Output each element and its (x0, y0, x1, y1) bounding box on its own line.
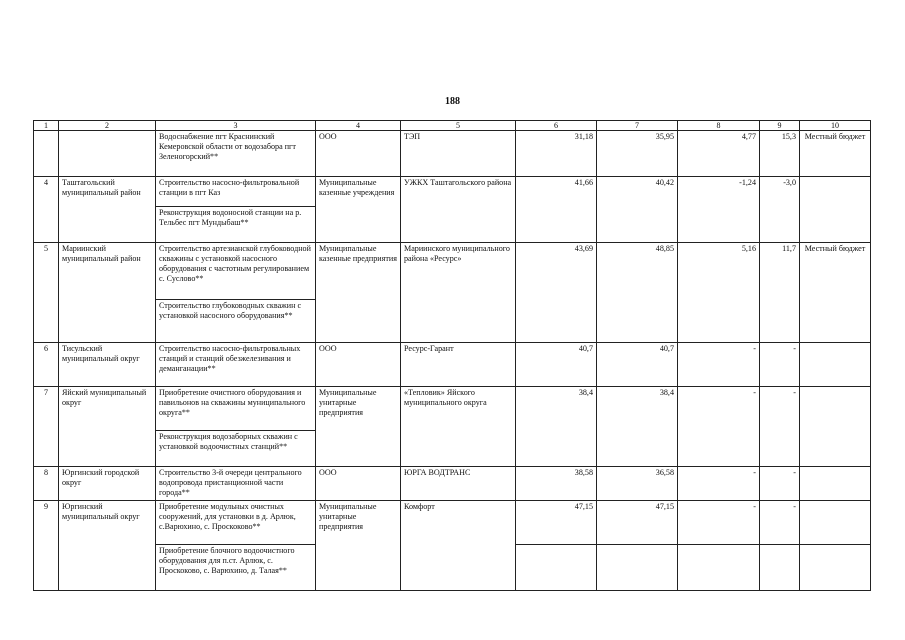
value-9: 11,7 (760, 243, 800, 343)
org-type-cell: ООО (316, 131, 401, 177)
org-name-cell: Мариинского муниципального района «Ресурс» (401, 243, 516, 343)
value-7: 40,7 (597, 343, 678, 387)
project-cell: Приобретение блочного водоочистного оборудования для п.ст. Арлюк, с. Проскоково, с. Варюхино, д. Талая** (156, 545, 316, 591)
value-7: 48,85 (597, 243, 678, 343)
project-cell: Строительство артезианской глубоководной скважины с установкой насосного оборудования с частотным регулированием с. Суслово** (156, 243, 316, 300)
value-9: -3,0 (760, 177, 800, 243)
project-cell: Реконструкция водоносной станции на р. Тельбес пгт Мундыбаш** (156, 207, 316, 243)
value-9: 15,3 (760, 131, 800, 177)
value-6: 41,66 (516, 177, 597, 243)
header-cell: 5 (401, 121, 516, 131)
value-9: - (760, 387, 800, 467)
value-8: - (678, 501, 760, 545)
value-10 (800, 467, 871, 501)
project-cell: Водоснабжение пгт Краснинский Кемеровской области от водозабора пгт Зеленогорский** (156, 131, 316, 177)
region-cell: Яйский муниципальный округ (59, 387, 156, 467)
header-cell: 2 (59, 121, 156, 131)
header-cell: 10 (800, 121, 871, 131)
data-table (33, 120, 871, 591)
table-row (34, 467, 871, 501)
table-row (34, 131, 871, 177)
value-7: 40,42 (597, 177, 678, 243)
row-number: 8 (34, 467, 59, 501)
region-cell: Юргинский городской округ (59, 467, 156, 501)
header-cell: 7 (597, 121, 678, 131)
value-8: - (678, 343, 760, 387)
region-cell: Таштагольский муниципальный район (59, 177, 156, 243)
value-9: - (760, 501, 800, 545)
org-name-cell: «Тепловик» Яйского муниципального округа (401, 387, 516, 467)
header-row (34, 121, 871, 131)
value-8: 5,16 (678, 243, 760, 343)
value-8 (678, 545, 760, 591)
org-type-cell: Муниципальные казенные предприятия (316, 243, 401, 343)
org-type-cell: ООО (316, 343, 401, 387)
project-cell: Приобретение модульных очистных сооружений, для установки в д. Арлюк, с.Варюхино, с. Проскоково** (156, 501, 316, 545)
org-type-cell: Муниципальные казенные учреждения (316, 177, 401, 243)
value-9: - (760, 467, 800, 501)
region-cell: Мариинский муниципальный район (59, 243, 156, 343)
project-cell: Строительство 3-й очереди центрального водопровода пристанционной части города** (156, 467, 316, 501)
value-8: 4,77 (678, 131, 760, 177)
table-row (34, 387, 871, 431)
header-cell: 6 (516, 121, 597, 131)
value-8: -1,24 (678, 177, 760, 243)
value-6: 38,4 (516, 387, 597, 467)
value-7: 47,15 (597, 501, 678, 545)
value-8: - (678, 467, 760, 501)
value-8: - (678, 387, 760, 467)
org-type-cell: Муниципальные унитарные предприятия (316, 501, 401, 591)
row-number (34, 131, 59, 177)
row-number: 9 (34, 501, 59, 591)
value-6 (516, 545, 597, 591)
org-name-cell: УЖКХ Таштагольского района (401, 177, 516, 243)
value-7: 35,95 (597, 131, 678, 177)
region-cell: Юргинский муниципальный округ (59, 501, 156, 591)
project-cell: Приобретение очистного оборудования и павильонов на скважины муниципального округа** (156, 387, 316, 431)
value-6: 40,7 (516, 343, 597, 387)
header-cell: 1 (34, 121, 59, 131)
row-number: 7 (34, 387, 59, 467)
value-10 (800, 387, 871, 467)
region-cell: Тисульский муниципальный округ (59, 343, 156, 387)
page-number: 188 (445, 96, 460, 107)
region-cell (59, 131, 156, 177)
project-cell: Реконструкция водозаборных скважин с установкой водоочистных станций** (156, 431, 316, 467)
project-cell: Строительство насосно-фильтровальных станций и станций обезжелезивания и деманганации** (156, 343, 316, 387)
value-7: 36,58 (597, 467, 678, 501)
org-name-cell: ЮРГА ВОДТРАНС (401, 467, 516, 501)
value-10 (800, 501, 871, 545)
row-number: 6 (34, 343, 59, 387)
value-7 (597, 545, 678, 591)
value-6: 31,18 (516, 131, 597, 177)
value-10: Местный бюджет (800, 131, 871, 177)
org-type-cell: Муниципальные унитарные предприятия (316, 387, 401, 467)
value-9 (760, 545, 800, 591)
value-6: 38,58 (516, 467, 597, 501)
header-cell: 9 (760, 121, 800, 131)
table-row (34, 343, 871, 387)
value-10 (800, 343, 871, 387)
row-number: 4 (34, 177, 59, 243)
header-cell: 4 (316, 121, 401, 131)
header-cell: 3 (156, 121, 316, 131)
org-name-cell: Комфорт (401, 501, 516, 591)
table-row (34, 501, 871, 545)
project-cell: Строительство насосно-фильтровальной станции в пгт Каз (156, 177, 316, 207)
table-row (34, 177, 871, 207)
value-9: - (760, 343, 800, 387)
value-10: Местный бюджет (800, 243, 871, 343)
value-6: 43,69 (516, 243, 597, 343)
value-10 (800, 545, 871, 591)
row-number: 5 (34, 243, 59, 343)
value-6: 47,15 (516, 501, 597, 545)
org-name-cell: ТЭП (401, 131, 516, 177)
value-7: 38,4 (597, 387, 678, 467)
org-name-cell: Ресурс-Гарант (401, 343, 516, 387)
org-type-cell: ООО (316, 467, 401, 501)
header-cell: 8 (678, 121, 760, 131)
value-10 (800, 177, 871, 243)
project-cell: Строительство глубоководных скважин с установкой насосного оборудования** (156, 300, 316, 343)
table-row (34, 243, 871, 300)
